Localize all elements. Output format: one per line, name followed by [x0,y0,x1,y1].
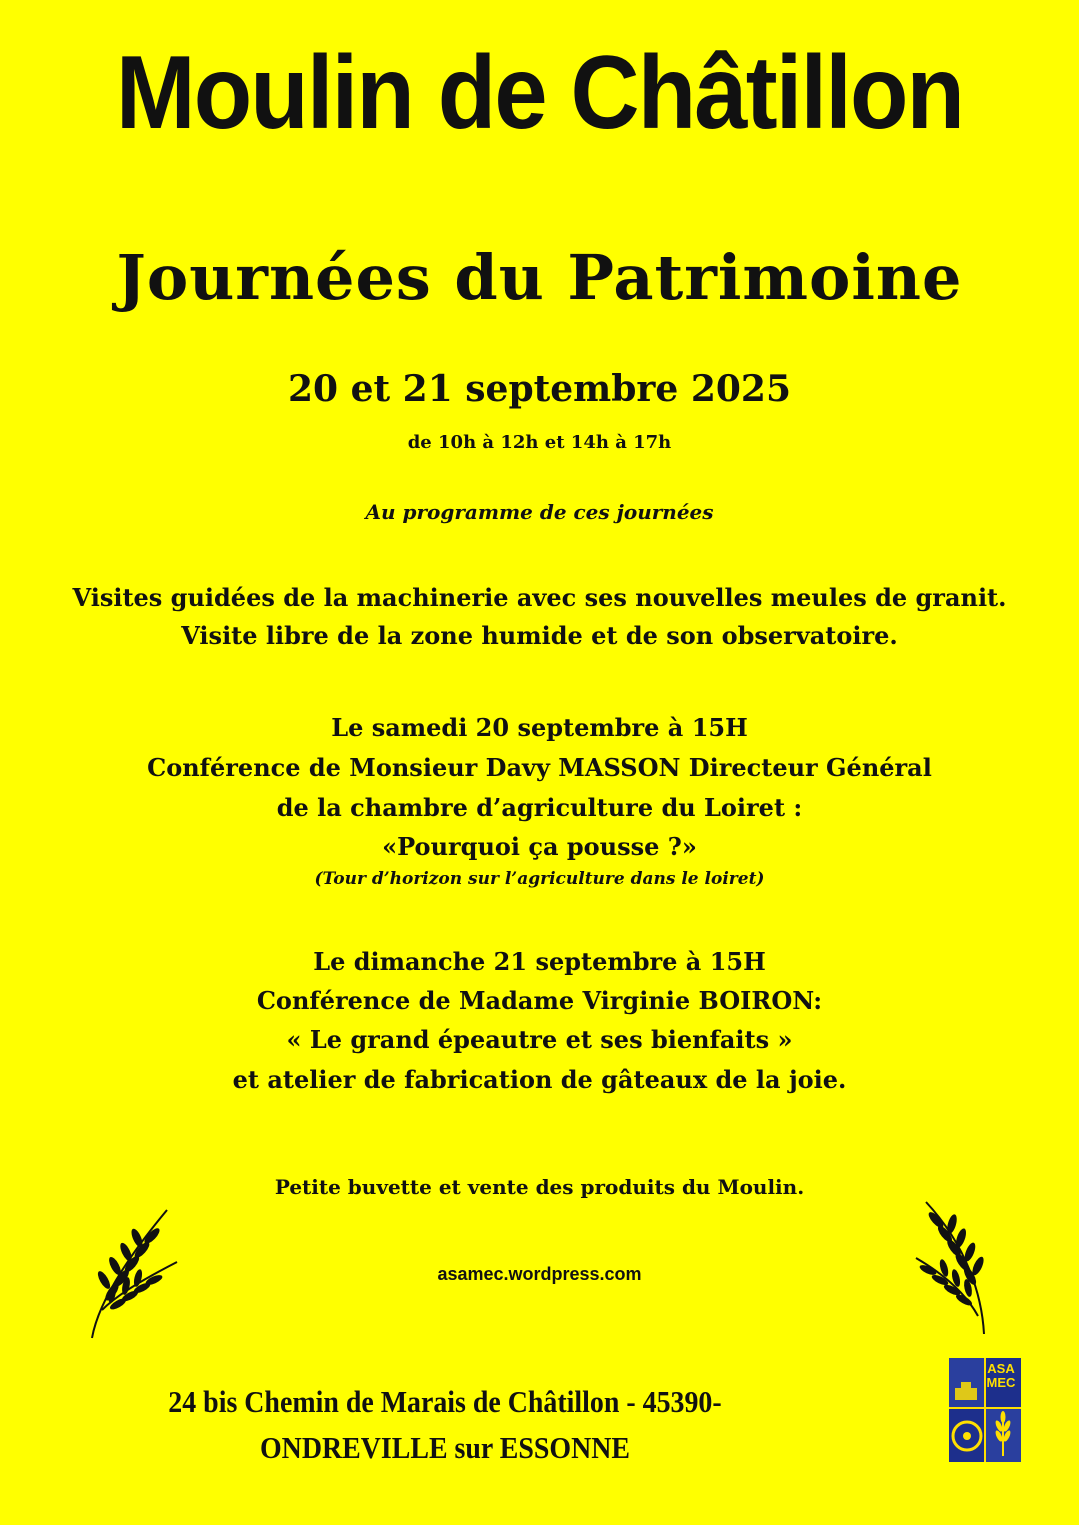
visit-free: Visite libre de la zone humide et de son observatoire. [181,621,898,650]
program-heading: Au programme de ces journées [365,500,714,524]
event-dates: 20 et 21 septembre 2025 [287,368,792,410]
address-line-1: 24 bis Chemin de Marais de Châtillon - 45390- [168,1384,722,1419]
saturday-note: (Tour d’horizon sur l’agriculture dans le loiret) [314,869,765,889]
sunday-talk-title: « Le grand épeautre et ses bienfaits » [286,1025,793,1054]
address-line-2: ONDREVILLE sur ESSONNE [259,1430,631,1465]
asamec-logo [949,1358,1021,1462]
logo-text-line-1: ASA [987,1361,1015,1376]
saturday-when: Le samedi 20 septembre à 15H [331,713,748,742]
buvette-note: Petite buvette et vente des produits du Moulin. [274,1175,805,1199]
saturday-speaker: Conférence de Monsieur Davy MASSON Directeur Général [147,753,932,782]
sunday-speaker: Conférence de Madame Virginie BOIRON: [256,986,823,1015]
logo-text [984,1362,1018,1390]
opening-hours: de 10h à 12h et 14h à 17h [407,432,672,453]
website-link[interactable]: asamec.wordpress.com [437,1264,642,1284]
logo-text-line-2: MEC [986,1375,1016,1390]
event-subtitle: Journées du Patrimoine [116,241,963,314]
wheat-left-icon [72,1200,182,1340]
sunday-workshop: et atelier de fabrication de gâteaux de la joie. [232,1065,847,1094]
page-title: Moulin de Châtillon [115,35,964,151]
wheat-right-icon [912,1196,1008,1336]
saturday-org: de la chambre d’agriculture du Loiret : [276,793,803,822]
saturday-talk-title: «Pourquoi ça pousse ?» [382,832,697,861]
visit-guided: Visites guidées de la machinerie avec ses nouvelles meules de granit. [72,583,1007,612]
sunday-when: Le dimanche 21 septembre à 15H [313,947,766,976]
